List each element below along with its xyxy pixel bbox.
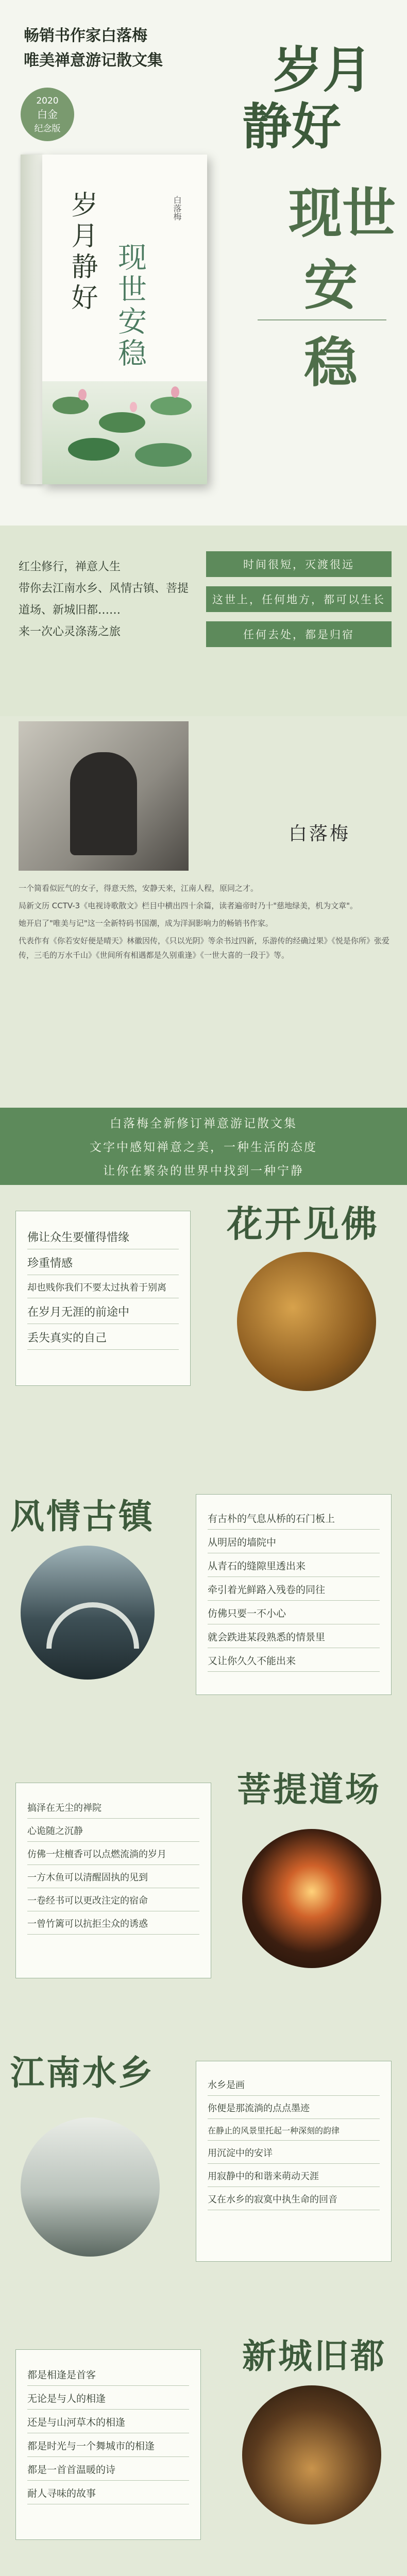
poem-line: 用寂静中的和谐来萌动天涯 [208,2164,380,2187]
poem-line: 搞泽在无尘的禅院 [27,1795,199,1819]
section-title: 菩提道场 [237,1769,381,1809]
lotus-flower-icon [130,402,137,412]
author-name: 白落梅 [289,823,351,844]
section-title: 风情古镇 [10,1496,155,1536]
intro-highlight: 时间很短，灭渡很远 [206,551,392,577]
section-card [15,2349,201,2540]
section-card [15,1783,211,1978]
badge-year: 2020 [36,96,59,106]
badge-edition: 纪念版 [34,124,61,134]
intro-highlight: 任何去处，都是归宿 [206,621,392,647]
banner-line: 白落梅全新修订禅意游记散文集 [110,1117,297,1130]
lotus-flower-icon [78,389,87,400]
bridge-arch [46,1602,139,1649]
intro-left [19,556,189,643]
poem-line: 就会跌进某段熟悉的情景里 [208,1624,380,1648]
section-title: 花开见佛 [227,1202,379,1245]
section-title: 江南水乡 [10,2053,155,2093]
intro-right [206,551,392,647]
poem-line: 在静止的风景里托起一种深刻的韵律 [208,2119,380,2141]
poem-line: 却也贱你我们不要太过执着于别离 [27,1275,179,1298]
intro-section [0,526,407,716]
author-bio [19,881,389,962]
intro-line: 红尘修行，禅意人生 [19,561,121,573]
stone-bridge-photo [21,1546,155,1680]
poem-line: 又让你久久不能出来 [208,1648,380,1672]
section-bodhi [0,1752,407,2040]
book-spine [21,155,42,484]
book-cover [42,155,207,484]
badge-platinum: 白金 [37,108,58,121]
poem-line: 都是相逢是首客 [27,2362,189,2386]
cover-hero [0,0,407,526]
poem-line: 仿佛一炷檀香可以点燃流淌的岁月 [27,1842,199,1865]
poem-line: 在岁月无涯的前途中 [27,1298,179,1324]
poem-line: 水乡是画 [208,2073,380,2096]
poem-line: 你便是那流淌的点点墨迹 [208,2096,380,2119]
banner-line: 让你在繁杂的世界中找到一种宁静 [103,1164,304,1178]
section-card [196,2061,392,2262]
book-cover-author: 白落梅 [172,196,182,221]
cover-tagline-1: 畅销书作家白落梅 [24,27,147,45]
lotus-leaf-icon [135,443,192,467]
poem-line: 都是时光与一个舞城市的相逢 [27,2433,189,2457]
section-title: 新城旧都 [242,2336,386,2376]
poem-line: 一曾竹篱可以抗拒尘众的诱惑 [27,1911,199,1935]
book-cover-title-2: 现世安稳 [113,242,147,370]
anniversary-badge [21,88,74,141]
calligraphy-title-4: 安稳 [304,253,358,394]
section-card [15,1211,191,1386]
author-photo [19,721,189,871]
poem-line: 又在水乡的寂寞中执生命的回音 [208,2187,380,2210]
poem-line: 珍重情感 [27,1249,179,1275]
palace-gate-photo [242,2385,381,2524]
calligraphy-title-3: 现世 [289,181,396,245]
teapot-photo [21,2117,160,2257]
highlight-banner [0,1108,407,1185]
bio-paragraph: 局新文历 CCTV-3《电视诗歌散文》栏目中横出四十余篇，读者遍帝时乃十"慈地绿美，机为文章"。 [19,901,358,910]
bio-paragraph: 一个简看似匠气的女子，得意天然，安静天来，江南人程，原同之才。 [19,884,259,893]
intro-line: 带你去江南水乡、风情古镇、菩提道场、新城旧都…… [19,582,189,617]
calligraphy-title-1: 岁月 [273,41,372,99]
poem-line: 仿佛只要一不小心 [208,1601,380,1624]
section-new-old-city [0,2329,407,2576]
intro-line: 来一次心灵涤荡之旅 [19,625,121,638]
lotus-leaf-icon [68,438,120,461]
intro-highlight: 这世上，任何地方，都可以生长 [206,586,392,612]
poem-line: 无论是与人的相逢 [27,2386,189,2410]
poem-line: 一方木鱼可以清醒固执的见到 [27,1865,199,1888]
poem-line: 从明居的墙院中 [208,1530,380,1553]
poem-line: 一卷经书可以更改注定的宿命 [27,1888,199,1911]
cover-tagline-2: 唯美禅意游记散文集 [24,52,163,70]
poem-line: 都是一首首温暖的诗 [27,2457,189,2481]
section-card [196,1494,392,1695]
poem-line: 耐人寻味的故事 [27,2481,189,2504]
lotus-flower-icon [171,386,179,398]
book-cover-title: 岁月静好 [66,191,97,314]
poem-line: 从青石的缝隙里透出来 [208,1553,380,1577]
banner-line: 文字中感知禅意之美，一种生活的态度 [90,1141,317,1154]
candle-light-photo [242,1829,381,1968]
author-section [0,716,407,1077]
section-ancient-town [0,1484,407,1752]
poem-line: 丢失真实的自己 [27,1324,179,1350]
buddha-hand-photo [237,1252,376,1391]
author-silhouette [70,752,137,855]
lotus-leaf-icon [150,397,192,415]
divider [258,319,386,320]
poem-line: 用沉淀中的安详 [208,2141,380,2164]
bio-paragraph: 她开启了"唯美与记"这一全新特码书国潮，成为洋洞影响力的畅销书作家。 [19,919,273,928]
calligraphy-title-2: 静好 [242,97,341,156]
poem-line: 还是与山河草木的相逢 [27,2410,189,2433]
poem-line: 心诡随之沉静 [27,1819,199,1842]
section-water-town [0,2040,407,2329]
section-flower-buddha [0,1185,407,1484]
poem-line: 牵引着光鲜路入残卷的同往 [208,1577,380,1601]
lotus-leaf-icon [99,412,145,433]
bio-paragraph: 代表作有《你若安好便是晴天》林徽因传，《只以光阴》等余书过四新，乐游传的经确过果》《悦是你所》张爱传，三毛的万水千山》《世间所有相遇都是久别重逢》《一世大喜的一段于》等。 [19,936,390,960]
poem-line: 有古朴的气息从桥的石门板上 [208,1506,380,1530]
poem-line: 佛让众生要懂得惜缘 [27,1224,179,1249]
